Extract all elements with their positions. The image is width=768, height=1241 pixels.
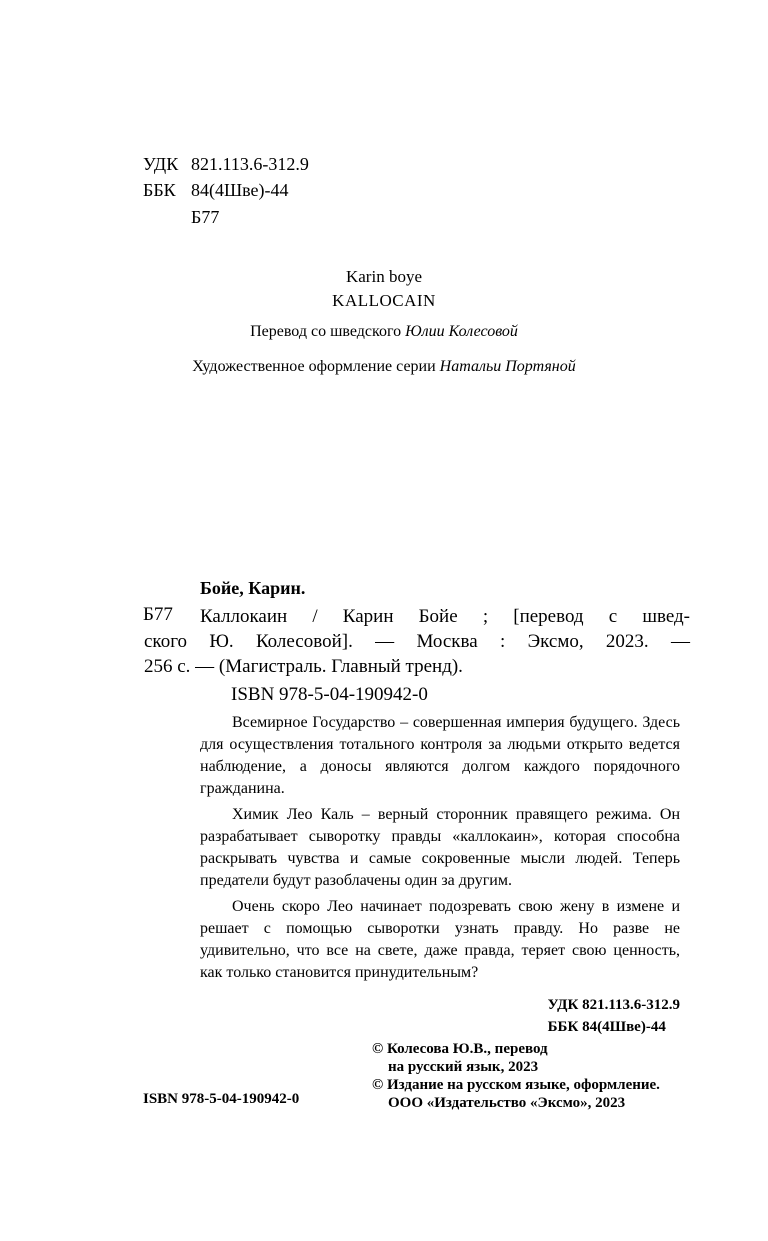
annotation-paragraph: Химик Лео Каль – верный сторонник правящего режима. Он разрабатывает сыворотку правды «каллокаин», которая способна раскрывать чувства и самые сокровенные мысли людей. Теперь предатели будут разоблачены один за другим. — [200, 806, 680, 889]
annotation — [200, 712, 680, 988]
bbk-value: 84(4Шве)-44 — [191, 180, 289, 200]
bbk-label: ББК — [143, 180, 176, 200]
author-heading: Бойе, Карин. — [200, 578, 306, 598]
bottom-codes — [548, 994, 680, 1038]
description-line: Каллокаин / Карин Бойе ; [перевод с швед- — [200, 606, 690, 627]
design-credit — [0, 356, 768, 378]
bbk-bottom: ББК 84(4Шве)-44 — [547, 1019, 666, 1035]
bbk-line — [143, 178, 289, 203]
designer-name: Натальи Портяной — [439, 358, 576, 375]
annotation-paragraph: Всемирное Государство – совершенная империя будущего. Здесь для осуществления тотального контроля за людьми открыто ведется наблюдение, а доносы являются долгом каждого порядочного гражданина. — [200, 714, 680, 797]
udk-bottom: УДК 821.113.6-312.9 — [547, 997, 680, 1013]
copyright-line: © Издание на русском языке, оформление. — [372, 1077, 660, 1093]
copyright-line: © Колесова Ю.В., перевод — [372, 1041, 548, 1057]
copyright-block — [372, 1040, 660, 1112]
udk-value: 821.113.6-312.9 — [191, 154, 309, 174]
udk-line — [143, 152, 309, 177]
original-title: KALLOCAIN — [332, 291, 436, 310]
original-author: Karin boye — [345, 267, 422, 286]
description-line: 256 с. — (Магистраль. Главный тренд). — [144, 656, 463, 677]
isbn-main: ISBN 978-5-04-190942-0 — [231, 684, 428, 705]
copyright-line: ООО «Издательство «Эксмо», 2023 — [388, 1095, 626, 1111]
annotation-paragraph: Очень скоро Лео начинает подозревать свою жену в измене и решает с помощью сыворотки узнать правду. Но разве не удивительно, что все на свете, даже правда, теряет свою ценность, как только становится принудительным? — [200, 898, 680, 981]
translation-credit — [0, 321, 768, 343]
bibliographic-sign: Б77 — [143, 604, 173, 625]
description-line: ского Ю. Колесовой]. — Москва : Эксмо, 2023. — — [144, 631, 690, 652]
copyright-line: на русский язык, 2023 — [388, 1059, 539, 1075]
design-prefix: Художественное оформление серии — [192, 358, 440, 375]
udk-label: УДК — [143, 154, 179, 174]
translator-name: Юлии Колесовой — [405, 323, 518, 340]
author-sign: Б77 — [191, 207, 220, 227]
translation-prefix: Перевод со шведского — [250, 323, 406, 340]
isbn-footer: ISBN 978-5-04-190942-0 — [143, 1091, 300, 1107]
